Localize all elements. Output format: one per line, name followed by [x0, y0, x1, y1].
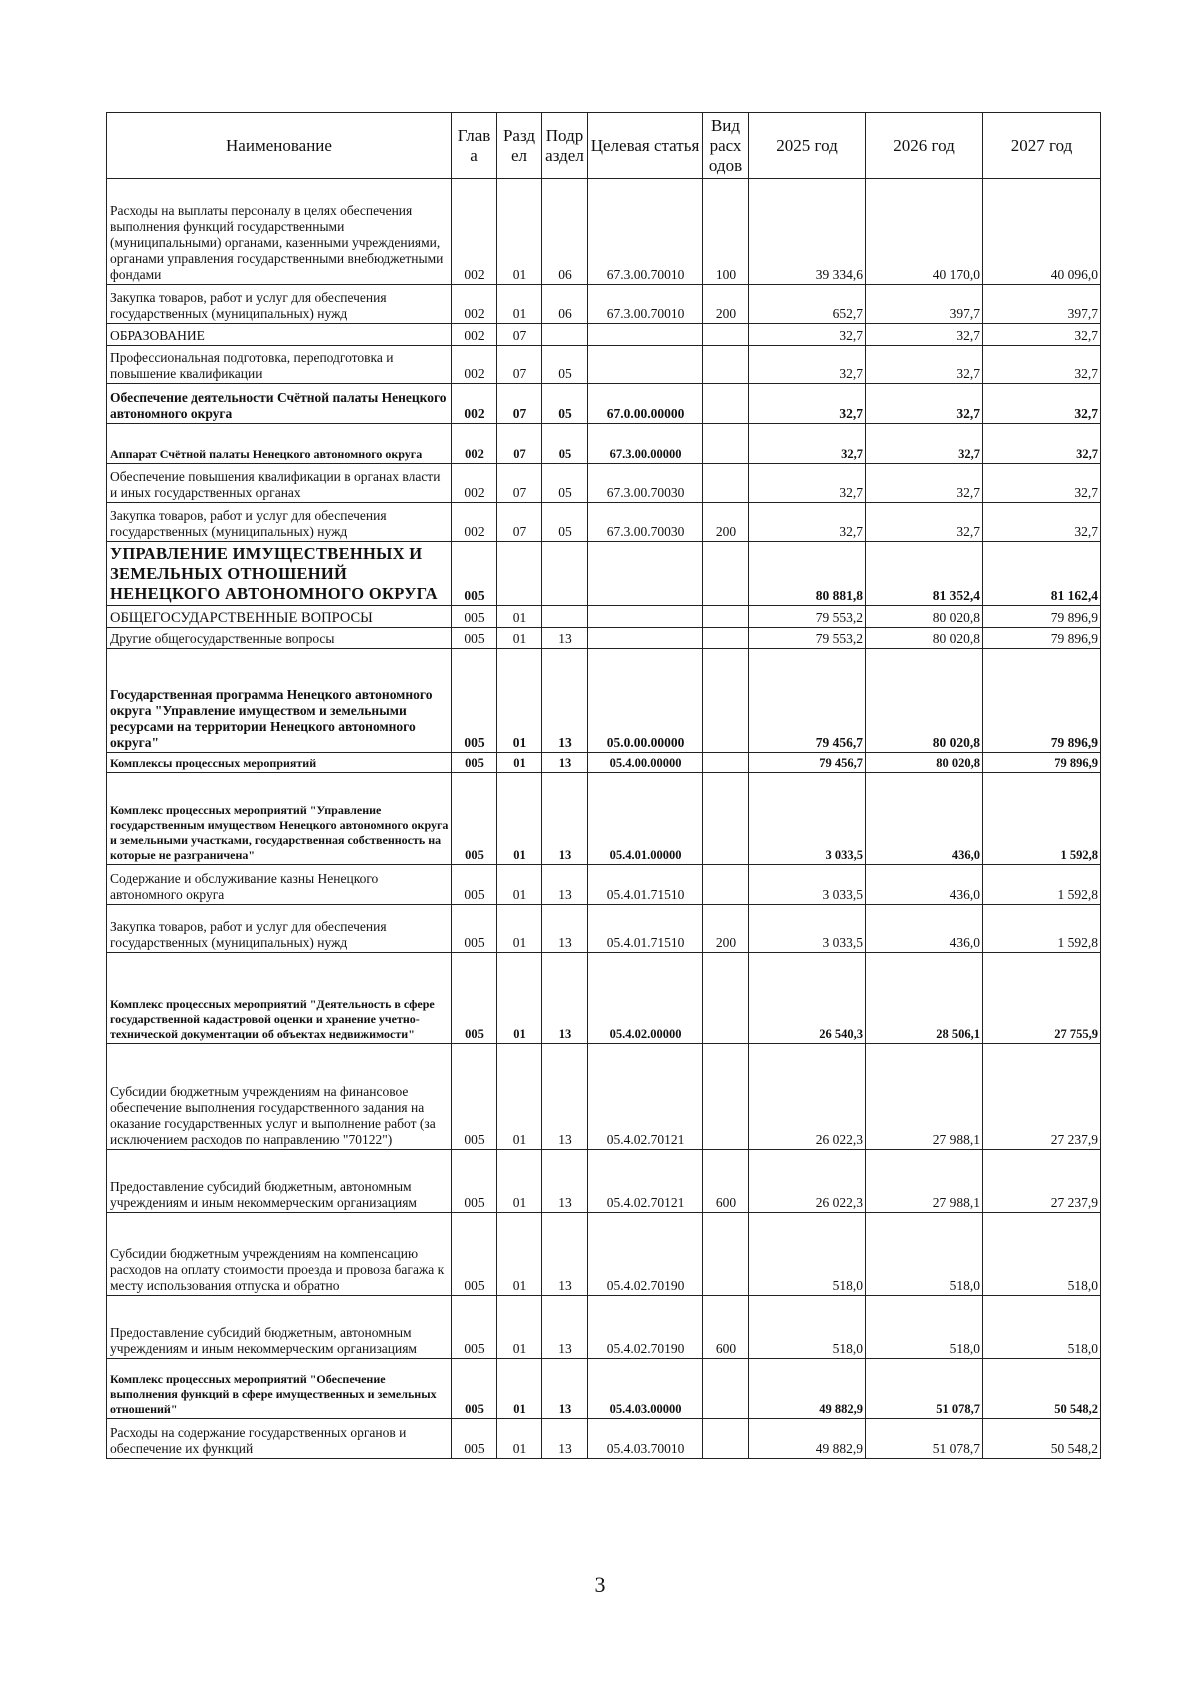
- row-razdel: 01: [497, 1419, 542, 1459]
- header-podrazdel: Подр аздел: [542, 113, 588, 179]
- table-row: [107, 179, 1101, 285]
- row-vid: [703, 1419, 749, 1459]
- row-name: Расходы на содержание государственных органов и обеспечение их функций: [107, 1419, 452, 1459]
- row-2026: 518,0: [866, 1296, 983, 1359]
- row-2025: 3 033,5: [749, 773, 866, 865]
- row-podrazdel: 13: [542, 1044, 588, 1150]
- header-glava: Глав а: [452, 113, 497, 179]
- row-glava: 002: [452, 179, 497, 285]
- row-razdel: [497, 542, 542, 606]
- table-row: [107, 1296, 1101, 1359]
- row-name: Государственная программа Ненецкого автономного округа "Управление имуществом и земельными ресурсами на территории Ненецкого автономного округа": [107, 649, 452, 753]
- row-vid: 200: [703, 905, 749, 953]
- row-glava: 002: [452, 285, 497, 324]
- row-2025: 80 881,8: [749, 542, 866, 606]
- row-statya: 05.4.02.70190: [588, 1296, 703, 1359]
- row-glava: 002: [452, 346, 497, 384]
- row-name: ОБРАЗОВАНИЕ: [107, 324, 452, 346]
- row-2026: 436,0: [866, 865, 983, 905]
- row-razdel: 07: [497, 424, 542, 464]
- row-statya: 05.4.02.70121: [588, 1150, 703, 1213]
- header-2025: 2025 год: [749, 113, 866, 179]
- row-2025: 26 022,3: [749, 1150, 866, 1213]
- row-2027: 50 548,2: [983, 1359, 1101, 1419]
- row-2026: 81 352,4: [866, 542, 983, 606]
- row-podrazdel: 13: [542, 753, 588, 773]
- row-glava: 002: [452, 324, 497, 346]
- table-row: [107, 285, 1101, 324]
- row-2025: 652,7: [749, 285, 866, 324]
- table-row: [107, 773, 1101, 865]
- row-2025: 79 456,7: [749, 649, 866, 753]
- row-statya: 05.0.00.00000: [588, 649, 703, 753]
- row-vid: [703, 1213, 749, 1296]
- row-podrazdel: 13: [542, 1296, 588, 1359]
- row-2025: 49 882,9: [749, 1359, 866, 1419]
- table-row: [107, 753, 1101, 773]
- row-glava: 005: [452, 1419, 497, 1459]
- row-razdel: 07: [497, 384, 542, 424]
- table-header-row: [107, 113, 1101, 179]
- row-razdel: 07: [497, 346, 542, 384]
- row-vid: [703, 606, 749, 628]
- row-podrazdel: 13: [542, 1150, 588, 1213]
- row-vid: [703, 346, 749, 384]
- row-podrazdel: 13: [542, 649, 588, 753]
- row-razdel: 01: [497, 179, 542, 285]
- row-2025: 518,0: [749, 1213, 866, 1296]
- row-podrazdel: [542, 542, 588, 606]
- row-statya: 05.4.02.70121: [588, 1044, 703, 1150]
- budget-table: [106, 112, 1101, 1459]
- row-glava: 005: [452, 606, 497, 628]
- row-statya: 67.3.00.70010: [588, 285, 703, 324]
- row-2027: 32,7: [983, 503, 1101, 542]
- page-number: 3: [594, 1572, 606, 1597]
- row-vid: [703, 324, 749, 346]
- row-razdel: 07: [497, 503, 542, 542]
- row-2025: 26 540,3: [749, 953, 866, 1044]
- row-razdel: 01: [497, 773, 542, 865]
- row-statya: 67.3.00.00000: [588, 424, 703, 464]
- table-row: [107, 464, 1101, 503]
- row-statya: 67.0.00.00000: [588, 384, 703, 424]
- header-razdel: Разд ел: [497, 113, 542, 179]
- row-vid: 200: [703, 503, 749, 542]
- table-row: [107, 649, 1101, 753]
- row-2027: 397,7: [983, 285, 1101, 324]
- row-vid: 100: [703, 179, 749, 285]
- header-statya: Целевая статья: [588, 113, 703, 179]
- row-podrazdel: [542, 606, 588, 628]
- row-2026: 436,0: [866, 773, 983, 865]
- row-2025: 32,7: [749, 464, 866, 503]
- row-2025: 32,7: [749, 384, 866, 424]
- row-vid: [703, 1044, 749, 1150]
- table-row: [107, 865, 1101, 905]
- row-glava: 005: [452, 542, 497, 606]
- row-glava: 005: [452, 1296, 497, 1359]
- row-name: Предоставление субсидий бюджетным, автономным учреждениям и иным некоммерческим организациям: [107, 1150, 452, 1213]
- row-name: Содержание и обслуживание казны Ненецкого автономного округа: [107, 865, 452, 905]
- row-glava: 005: [452, 628, 497, 649]
- table-row: [107, 905, 1101, 953]
- row-2026: 80 020,8: [866, 753, 983, 773]
- row-name: Расходы на выплаты персоналу в целях обеспечения выполнения функций государственными (муниципальными) органами, казенными учреждениями, органами управления государственными внебюджетными фондами: [107, 179, 452, 285]
- row-razdel: 01: [497, 865, 542, 905]
- row-name: Комплекс процессных мероприятий "Управление государственным имуществом Ненецкого автономного округа и земельными участками, государственная собственность на которые не разграничена": [107, 773, 452, 865]
- row-vid: [703, 464, 749, 503]
- row-glava: 005: [452, 1044, 497, 1150]
- row-statya: 05.4.03.00000: [588, 1359, 703, 1419]
- row-2026: 32,7: [866, 464, 983, 503]
- row-2027: 32,7: [983, 464, 1101, 503]
- row-podrazdel: 13: [542, 1213, 588, 1296]
- row-2027: 79 896,9: [983, 628, 1101, 649]
- row-glava: 002: [452, 503, 497, 542]
- row-podrazdel: 13: [542, 865, 588, 905]
- row-name: Закупка товаров, работ и услуг для обеспечения государственных (муниципальных) нужд: [107, 503, 452, 542]
- row-razdel: 01: [497, 1213, 542, 1296]
- table-row: [107, 1044, 1101, 1150]
- row-glava: 002: [452, 384, 497, 424]
- row-podrazdel: 06: [542, 179, 588, 285]
- row-vid: 600: [703, 1296, 749, 1359]
- row-podrazdel: 05: [542, 424, 588, 464]
- row-glava: 002: [452, 464, 497, 503]
- row-podrazdel: 13: [542, 1419, 588, 1459]
- row-vid: [703, 773, 749, 865]
- row-2026: 40 170,0: [866, 179, 983, 285]
- row-2027: 32,7: [983, 384, 1101, 424]
- table-row: [107, 424, 1101, 464]
- row-2026: 32,7: [866, 384, 983, 424]
- row-statya: 05.4.01.00000: [588, 773, 703, 865]
- row-razdel: 01: [497, 285, 542, 324]
- row-podrazdel: 13: [542, 628, 588, 649]
- row-name: Обеспечение деятельности Счётной палаты Ненецкого автономного округа: [107, 384, 452, 424]
- row-glava: 005: [452, 953, 497, 1044]
- header-name: Наименование: [107, 113, 452, 179]
- table-row: [107, 1419, 1101, 1459]
- header-2026: 2026 год: [866, 113, 983, 179]
- row-2027: 79 896,9: [983, 649, 1101, 753]
- row-podrazdel: 13: [542, 953, 588, 1044]
- row-2027: 81 162,4: [983, 542, 1101, 606]
- table-row: [107, 1213, 1101, 1296]
- row-2027: 1 592,8: [983, 865, 1101, 905]
- row-2026: 32,7: [866, 346, 983, 384]
- row-2025: 49 882,9: [749, 1419, 866, 1459]
- table-row: [107, 1359, 1101, 1419]
- row-statya: 05.4.00.00000: [588, 753, 703, 773]
- row-razdel: 01: [497, 1044, 542, 1150]
- row-name: Комплекс процессных мероприятий "Деятельность в сфере государственной кадастровой оценки и хранение учетно-технической документации об объектах недвижимости": [107, 953, 452, 1044]
- row-statya: 67.3.00.70010: [588, 179, 703, 285]
- row-2026: 32,7: [866, 424, 983, 464]
- row-razdel: 01: [497, 1359, 542, 1419]
- row-2027: 32,7: [983, 424, 1101, 464]
- row-vid: [703, 424, 749, 464]
- row-name: Комплекс процессных мероприятий "Обеспечение выполнения функций в сфере имущественных и земельных отношений": [107, 1359, 452, 1419]
- row-name: ОБЩЕГОСУДАРСТВЕННЫЕ ВОПРОСЫ: [107, 606, 452, 628]
- row-vid: [703, 542, 749, 606]
- row-2025: 32,7: [749, 346, 866, 384]
- row-name: Аппарат Счётной палаты Ненецкого автономного округа: [107, 424, 452, 464]
- row-2025: 39 334,6: [749, 179, 866, 285]
- row-razdel: 01: [497, 753, 542, 773]
- row-2026: 28 506,1: [866, 953, 983, 1044]
- row-razdel: 07: [497, 324, 542, 346]
- row-2027: 32,7: [983, 324, 1101, 346]
- row-2025: 32,7: [749, 324, 866, 346]
- row-glava: 005: [452, 649, 497, 753]
- table-row: [107, 628, 1101, 649]
- row-2025: 79 553,2: [749, 628, 866, 649]
- table-row: [107, 384, 1101, 424]
- row-2026: 51 078,7: [866, 1419, 983, 1459]
- row-2027: 32,7: [983, 346, 1101, 384]
- row-2025: 3 033,5: [749, 865, 866, 905]
- row-2027: 1 592,8: [983, 773, 1101, 865]
- table-row: [107, 503, 1101, 542]
- row-2027: 27 237,9: [983, 1044, 1101, 1150]
- table-row: [107, 953, 1101, 1044]
- header-vid: Вид расх одов: [703, 113, 749, 179]
- row-vid: [703, 753, 749, 773]
- row-name: УПРАВЛЕНИЕ ИМУЩЕСТВЕННЫХ И ЗЕМЕЛЬНЫХ ОТНОШЕНИЙ НЕНЕЦКОГО АВТОНОМНОГО ОКРУГА: [107, 542, 452, 606]
- row-statya: 05.4.01.71510: [588, 865, 703, 905]
- row-2025: 79 456,7: [749, 753, 866, 773]
- row-podrazdel: [542, 324, 588, 346]
- row-name: Предоставление субсидий бюджетным, автономным учреждениям и иным некоммерческим организациям: [107, 1296, 452, 1359]
- row-name: Субсидии бюджетным учреждениям на финансовое обеспечение выполнения государственного задания на оказание государственных услуг и выполнение работ (за исключением расходов по направлению "70122"): [107, 1044, 452, 1150]
- row-2026: 51 078,7: [866, 1359, 983, 1419]
- row-podrazdel: 13: [542, 773, 588, 865]
- row-razdel: 01: [497, 628, 542, 649]
- row-2027: 79 896,9: [983, 753, 1101, 773]
- row-razdel: 01: [497, 905, 542, 953]
- row-vid: 600: [703, 1150, 749, 1213]
- row-2027: 40 096,0: [983, 179, 1101, 285]
- row-statya: [588, 542, 703, 606]
- row-glava: 005: [452, 905, 497, 953]
- row-2027: 79 896,9: [983, 606, 1101, 628]
- row-podrazdel: 05: [542, 503, 588, 542]
- row-name: Профессиональная подготовка, переподготовка и повышение квалификации: [107, 346, 452, 384]
- row-2026: 27 988,1: [866, 1150, 983, 1213]
- row-2026: 80 020,8: [866, 649, 983, 753]
- row-statya: 05.4.02.70190: [588, 1213, 703, 1296]
- row-podrazdel: 13: [542, 905, 588, 953]
- row-2027: 1 592,8: [983, 905, 1101, 953]
- row-vid: [703, 1359, 749, 1419]
- row-name: Комплексы процессных мероприятий: [107, 753, 452, 773]
- row-vid: [703, 865, 749, 905]
- row-statya: [588, 346, 703, 384]
- row-2027: 27 237,9: [983, 1150, 1101, 1213]
- row-name: Субсидии бюджетным учреждениям на компенсацию расходов на оплату стоимости проезда и провоза багажа к месту использования отпуска и обратно: [107, 1213, 452, 1296]
- row-podrazdel: 05: [542, 464, 588, 503]
- row-2027: 50 548,2: [983, 1419, 1101, 1459]
- row-glava: 005: [452, 773, 497, 865]
- row-statya: 05.4.02.00000: [588, 953, 703, 1044]
- row-razdel: 01: [497, 1150, 542, 1213]
- row-2027: 27 755,9: [983, 953, 1101, 1044]
- row-statya: [588, 324, 703, 346]
- row-razdel: 07: [497, 464, 542, 503]
- row-2026: 32,7: [866, 503, 983, 542]
- row-vid: 200: [703, 285, 749, 324]
- row-2026: 80 020,8: [866, 628, 983, 649]
- row-glava: 005: [452, 753, 497, 773]
- row-name: Закупка товаров, работ и услуг для обеспечения государственных (муниципальных) нужд: [107, 285, 452, 324]
- table-row: [107, 346, 1101, 384]
- row-podrazdel: 06: [542, 285, 588, 324]
- row-statya: [588, 606, 703, 628]
- row-statya: [588, 628, 703, 649]
- row-podrazdel: 13: [542, 1359, 588, 1419]
- row-podrazdel: 05: [542, 384, 588, 424]
- row-2025: 26 022,3: [749, 1044, 866, 1150]
- row-razdel: 01: [497, 953, 542, 1044]
- row-statya: 67.3.00.70030: [588, 503, 703, 542]
- row-statya: 67.3.00.70030: [588, 464, 703, 503]
- row-2026: 80 020,8: [866, 606, 983, 628]
- row-glava: 005: [452, 1150, 497, 1213]
- row-razdel: 01: [497, 606, 542, 628]
- row-2026: 436,0: [866, 905, 983, 953]
- row-name: Обеспечение повышения квалификации в органах власти и иных государственных органах: [107, 464, 452, 503]
- row-razdel: 01: [497, 649, 542, 753]
- row-vid: [703, 649, 749, 753]
- row-2026: 518,0: [866, 1213, 983, 1296]
- table-row: [107, 542, 1101, 606]
- row-2026: 32,7: [866, 324, 983, 346]
- row-statya: 05.4.01.71510: [588, 905, 703, 953]
- row-2027: 518,0: [983, 1296, 1101, 1359]
- table-row: [107, 606, 1101, 628]
- row-2025: 3 033,5: [749, 905, 866, 953]
- row-glava: 005: [452, 865, 497, 905]
- table-row: [107, 1150, 1101, 1213]
- row-name: Закупка товаров, работ и услуг для обеспечения государственных (муниципальных) нужд: [107, 905, 452, 953]
- row-name: Другие общегосударственные вопросы: [107, 628, 452, 649]
- table-row: [107, 324, 1101, 346]
- row-2025: 518,0: [749, 1296, 866, 1359]
- budget-table-sheet: [106, 112, 1100, 1459]
- row-2026: 27 988,1: [866, 1044, 983, 1150]
- row-podrazdel: 05: [542, 346, 588, 384]
- row-glava: 002: [452, 424, 497, 464]
- row-glava: 005: [452, 1213, 497, 1296]
- row-vid: [703, 384, 749, 424]
- header-2027: 2027 год: [983, 113, 1101, 179]
- row-razdel: 01: [497, 1296, 542, 1359]
- row-glava: 005: [452, 1359, 497, 1419]
- row-vid: [703, 628, 749, 649]
- row-2027: 518,0: [983, 1213, 1101, 1296]
- row-2025: 79 553,2: [749, 606, 866, 628]
- row-vid: [703, 953, 749, 1044]
- row-2025: 32,7: [749, 503, 866, 542]
- row-statya: 05.4.03.70010: [588, 1419, 703, 1459]
- row-2026: 397,7: [866, 285, 983, 324]
- row-2025: 32,7: [749, 424, 866, 464]
